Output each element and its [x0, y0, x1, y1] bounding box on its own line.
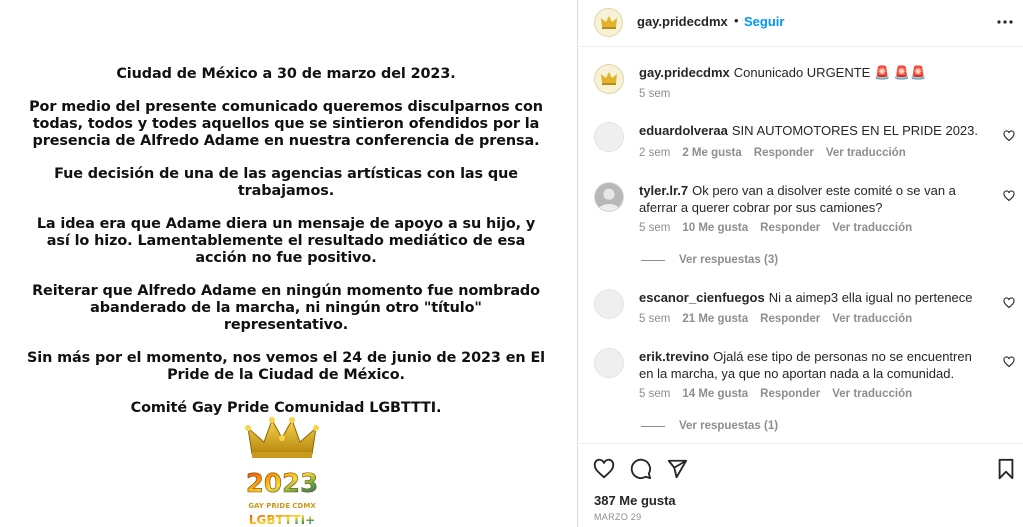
- comment-text: [639, 122, 987, 139]
- caption-avatar[interactable]: [594, 64, 624, 94]
- like-comment-icon[interactable]: [1003, 130, 1015, 142]
- author-avatar[interactable]: [594, 8, 623, 37]
- comment-username[interactable]: eduardolveraa: [639, 123, 728, 138]
- replies-divider: [641, 260, 665, 261]
- translate-button[interactable]: Ver traducción: [832, 222, 913, 234]
- post-header: [579, 0, 1023, 47]
- like-comment-icon[interactable]: [1003, 190, 1015, 202]
- share-icon[interactable]: [666, 458, 688, 480]
- commenter-avatar[interactable]: [594, 289, 624, 319]
- commenter-avatar[interactable]: [594, 182, 624, 212]
- view-replies-label: Ver respuestas (1): [679, 420, 779, 432]
- comment-likes[interactable]: 2 Me gusta: [682, 147, 742, 159]
- caption-username[interactable]: gay.pridecdmx: [639, 65, 730, 80]
- comment-likes[interactable]: 21 Me gusta: [682, 313, 749, 325]
- letter-date-line: Ciudad de México a 30 de marzo del 2023.: [116, 66, 456, 82]
- letter-signature: Comité Gay Pride Comunidad LGBTTTI.: [130, 400, 442, 416]
- caption-meta: [639, 88, 670, 100]
- reply-button[interactable]: Responder: [760, 313, 821, 325]
- reply-button[interactable]: Responder: [753, 147, 814, 159]
- comment-time[interactable]: 5 sem: [639, 388, 671, 400]
- letter-paragraph: Reiterar que Alfredo Adame en ningún momento fue nombrado abanderado de la marcha, ni ningún otro "título" representativo.: [32, 283, 540, 333]
- comment-icon[interactable]: [630, 458, 652, 480]
- comment-likes[interactable]: 10 Me gusta: [682, 222, 749, 234]
- heart-icon[interactable]: [593, 458, 615, 480]
- letter-paragraph: Sin más por el momento, nos vemos el 24 de junio de 2023 en El Pride de la Ciudad de México.: [26, 350, 546, 383]
- translate-button[interactable]: Ver traducción: [832, 388, 913, 400]
- like-comment-icon[interactable]: [1003, 356, 1015, 368]
- comment-username[interactable]: erik.trevino: [639, 349, 710, 364]
- post-like-count[interactable]: 387 Me gusta: [594, 493, 676, 508]
- comment-meta: [639, 388, 912, 400]
- replies-divider: [641, 426, 665, 427]
- like-comment-icon[interactable]: [1003, 297, 1015, 309]
- press-release-text: [26, 66, 546, 433]
- post-actions-bar: [579, 443, 1023, 527]
- crown-icon: [599, 13, 619, 33]
- comment-username[interactable]: tyler.lr.7: [639, 183, 689, 198]
- comment-time[interactable]: 5 sem: [639, 222, 671, 234]
- view-replies-button[interactable]: [641, 420, 778, 432]
- post-date[interactable]: MARZO 29: [594, 512, 642, 522]
- reply-button[interactable]: Responder: [760, 388, 821, 400]
- author-username[interactable]: gay.pridecdmx: [637, 14, 728, 29]
- comment-meta: [639, 313, 912, 325]
- post-detail-panel: [579, 0, 1023, 527]
- more-horizontal-icon[interactable]: [996, 14, 1014, 30]
- comment-body: Ni a aimep3 ella igual no pertenece: [768, 290, 973, 305]
- comment-body: Ok pero van a disolver este comité o se van a aferrar a querer cobrar por sus camiones?: [639, 183, 956, 215]
- follow-button[interactable]: Seguir: [744, 14, 785, 29]
- comment-meta: [639, 222, 912, 234]
- comment-text: [639, 289, 987, 306]
- logo-year: 2023: [245, 469, 319, 499]
- commenter-avatar[interactable]: [594, 348, 624, 378]
- bookmark-icon[interactable]: [995, 458, 1017, 480]
- separator-dot: •: [734, 13, 739, 28]
- crown-icon: [599, 69, 619, 89]
- logo-line2: LGBTTTI+: [248, 513, 316, 527]
- pride-crown-logo: [242, 416, 322, 527]
- comment-likes[interactable]: 14 Me gusta: [682, 388, 749, 400]
- comment-username[interactable]: escanor_cienfuegos: [639, 290, 765, 305]
- comment-time[interactable]: 2 sem: [639, 147, 671, 159]
- caption-time[interactable]: 5 sem: [639, 88, 671, 100]
- caption-text: [639, 64, 987, 81]
- view-replies-button[interactable]: [641, 254, 778, 266]
- letter-paragraph: Por medio del presente comunicado queremos disculparnos con todas, todos y todes aquellos que se sintieron ofendidos por la presencia de Alfredo Adame en nuestra conferencia de prensa.: [29, 99, 543, 149]
- comment-text: [639, 182, 987, 216]
- comment-body: SIN AUTOMOTORES EN EL PRIDE 2023.: [731, 123, 978, 138]
- reply-button[interactable]: Responder: [760, 222, 821, 234]
- letter-paragraph: La idea era que Adame diera un mensaje de apoyo a su hijo, y así lo hizo. Lamentablemente el resultado mediático de esa acción no fue positivo.: [36, 216, 536, 266]
- logo-line1: GAY PRIDE CDMX: [248, 502, 316, 510]
- commenter-avatar[interactable]: [594, 122, 624, 152]
- comment-meta: [639, 147, 906, 159]
- view-replies-label: Ver respuestas (3): [679, 254, 779, 266]
- user-photo-icon: [595, 182, 623, 212]
- comment-body: Ojalá ese tipo de personas no se encuentren en la marcha, ya que no aportan nada a la comunidad.: [639, 349, 972, 381]
- comment-time[interactable]: 5 sem: [639, 313, 671, 325]
- comment-text: [639, 348, 987, 382]
- caption-body: Conunicado URGENTE 🚨 🚨🚨: [733, 65, 927, 80]
- translate-button[interactable]: Ver traducción: [832, 313, 913, 325]
- translate-button[interactable]: Ver traducción: [825, 147, 906, 159]
- letter-paragraph: Fue decisión de una de las agencias artísticas con las que trabajamos.: [54, 166, 518, 199]
